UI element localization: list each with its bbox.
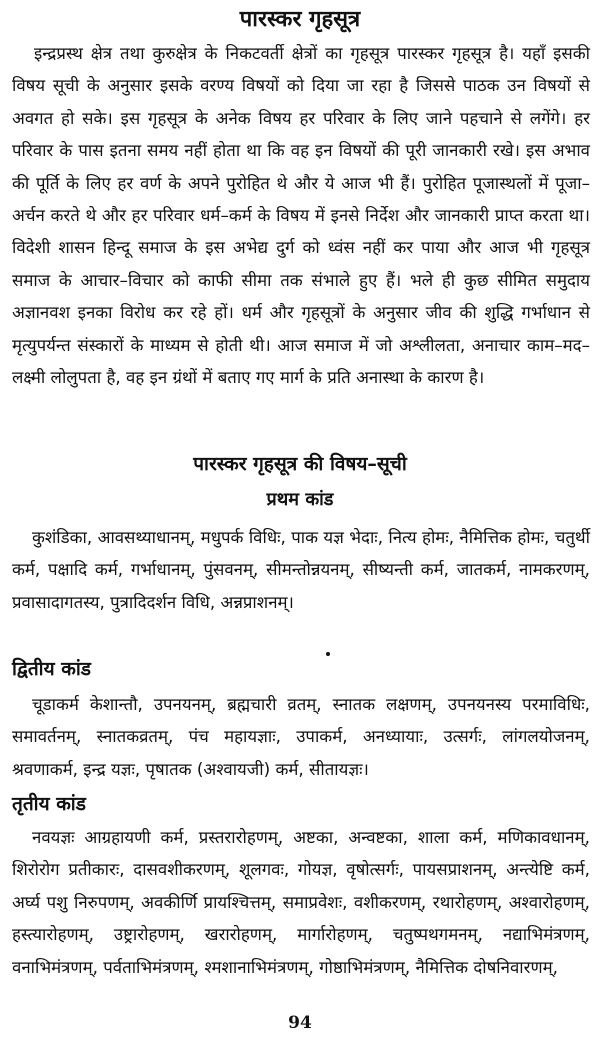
page-number: 94 bbox=[288, 1013, 312, 1033]
kanda1-heading: प्रथम कांड bbox=[266, 489, 334, 510]
toc-title: पारस्कर गृहसूत्र की विषय–सूची bbox=[193, 453, 407, 475]
kanda1-contents: कुशंडिका, आवसथ्याधानम्, मधुपर्क विधिः, पाक यज्ञ भेदाः, नित्य होमः, नैमित्तिक होमः, चतुर्थी कर्म, पक्षादि कर्म, गर्भाधानम्, पुंसवनम्, सीमन्तोन्नयनम्, सीष्यन्ती कर्म, जातकर्म, नामकरणम्, प्रवासादागतस्य, पुत्रादिदर्शन विधि, अन्नप्राशनम्। bbox=[12, 527, 590, 612]
kanda2-contents: चूडाकर्म केशान्तौ, उपनयनम्, ब्रह्मचारी व्रतम्, स्नातक लक्षणम्, उपनयनस्य परमाविधिः, समावर्तनम्, स्नातकव्रतम्, पंच महायज्ञाः, उपाकर्म, अनध्यायाः, उत्सर्गः, लांगलयोजनम्, श्रवणाकर्म, इन्द्र यज्ञः, पृषातक (अश्वायजी) कर्म, सीतायज्ञः। bbox=[12, 694, 590, 779]
kanda3-heading: तृतीय कांड bbox=[12, 793, 86, 815]
page-title: पारस्कर गृहसूत्र bbox=[239, 7, 361, 32]
kanda3-contents: नवयज्ञः आग्रहायणी कर्म, प्रस्तरारोहणम्, अष्टका, अन्वष्टका, शाला कर्म, मणिकावधानम्, शिरोरोग प्रतीकारः, दासवशीकरणम्, शूलगवः, गोयज्ञ, वृषोत्सर्गः, पायसप्राशनम्, अन्त्येष्टि कर्म, अर्घ्य पशु निरुपणम्, अवकीर्णि प्रायश्चित्तम्, समाप्रवेशः, वशीकरणम्, रथारोहणम्, अश्वारोहणम्, हस्त्यारोहणम्, उष्ट्रारोहणम्, खरारोहणम्, मार्गारोहणम्, चतुष्पथगमनम्, नद्याभिमंत्रणम्, वनाभिमंत्रणम्, पर्वताभिमंत्रणम्, श्मशानाभिमंत्रणम्, गोष्ठाभिमंत्रणम्, नैमित्तिक दोषनिवारणम्, bbox=[12, 827, 590, 977]
kanda2-heading: द्वितीय कांड bbox=[12, 658, 91, 680]
stray-dot bbox=[326, 652, 330, 656]
intro-paragraph: इन्द्रप्रस्थ क्षेत्र तथा कुरुक्षेत्र के निकटवर्ती क्षेत्रों का गृहसूत्र पारस्कर गृहसूत्र है। यहाँ इसकी विषय सूची के अनुसार इसके वरण्य विषयों को दिया जा रहा है जिससे पाठक उन विषयों से अवगत हो सके। इस गृहसूत्र के अनेक विषय हर परिवार के लिए जाने पहचाने से लगेंगे। हर परिवार के पास इतना समय नहीं होता था कि वह इन विषयों की पूरी जानकारी रखे। इस अभाव की पूर्ति के लिए हर वर्ण के अपने पुरोहित थे और ये आज भी हैं। पुरोहित पूजास्थलों में पूजा–अर्चन करते थे और हर परिवार धर्म–कर्म के विषय में इनसे निर्देश और जानकारी प्राप्त करता था। विदेशी शासन हिन्दू समाज के इस अभेद्य दुर्ग को ध्वंस नहीं कर पाया और आज भी गृहसूत्र समाज के आचार–विचार को काफी सीमा तक संभाले हुए हैं। भले ही कुछ सीमित समुदाय अज्ञानवश इनका विरोध कर रहे हों। धर्म और गृहसूत्रों के अनुसार जीव की शुद्धि गर्भाधान से मृत्युपर्यन्त संस्कारों के माध्यम से होती थी। आज समाज में जो अश्लीलता, अनाचार काम–मद–लक्ष्मी लोलुपता है, वह इन ग्रंथों में बताए गए मार्ग के प्रति अनास्था के कारण है। bbox=[12, 43, 590, 388]
